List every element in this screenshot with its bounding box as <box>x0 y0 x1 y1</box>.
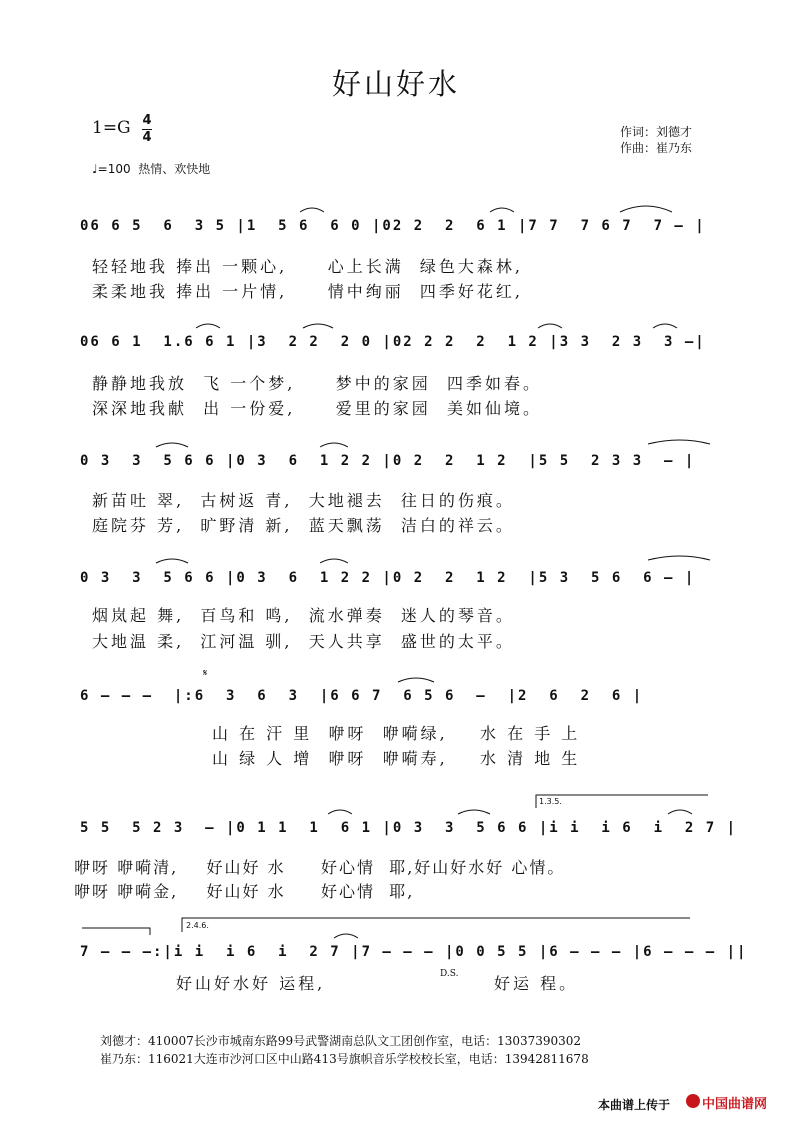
notation-line-3: 0 3 3 5 6 6 |0 3 6 1 2 2 |0 2 2 1 2 |5 5 2 3 3 – | <box>80 453 696 469</box>
segno-sign: 𝄋 <box>203 668 208 679</box>
logo-text: 中国曲谱网 <box>702 1097 768 1112</box>
logo-mark-icon <box>686 1094 700 1108</box>
footer-contact-2: 崔乃东：116021大连市沙河口区中山路413号旗帜音乐学校校长室，电话：13942811678 <box>100 1052 589 1066</box>
footer-contact-1: 刘德才：410007长沙市城南东路99号武警湖南总队文工团创作室，电话：13037390302 <box>100 1034 582 1048</box>
lyric-line-4a: 烟岚起 舞, 百鸟和 鸣, 流水弹奏 迷人的琴音。 <box>92 606 515 625</box>
notation-line-7: 7 – – –:|i i i 6 i 2 7 |7 – – – |0 0 5 5 |6 – – – |6 – – – || <box>80 944 748 960</box>
lyric-line-7b: 好运 程。 <box>494 974 579 993</box>
key-signature: 1=G <box>92 118 131 138</box>
notation-line-1: 06 6 5 6 3 5 |1 5 6 6 0 |02 2 2 6 1 |7 7 7 6 7 7 – | <box>80 218 706 234</box>
lyricist-credit: 作词：刘德才 <box>620 125 693 139</box>
volta-1-label: 1.3.5. <box>539 797 562 806</box>
lyric-line-5b: 山 绿 人 增 咿呀 咿嗬寿, 水 清 地 生 <box>212 749 581 768</box>
lyric-line-3a: 新苗吐 翠, 古树返 青, 大地褪去 往日的伤痕。 <box>92 491 515 510</box>
lyric-line-1a: 轻轻地我 捧出 一颗心, 心上长满 绿色大森林, <box>92 257 523 276</box>
tempo-marking: ♩=100 热情、欢快地 <box>92 162 211 176</box>
lyric-line-5a: 山 在 汗 里 咿呀 咿嗬绿, 水 在 手 上 <box>212 724 581 743</box>
notation-line-5: 6 – – – |:6 3 6 3 |6 6 7 6 5 6 – |2 6 2 6 | <box>80 688 644 704</box>
lyric-line-4b: 大地温 柔, 江河温 驯, 天人共享 盛世的太平。 <box>92 632 515 651</box>
lyric-line-7a: 好山好水好 运程, <box>176 974 326 993</box>
time-sig-top: 4 <box>142 113 152 128</box>
dal-segno-mark: D.S. <box>440 969 459 979</box>
lyric-line-2b: 深深地我献 出 一份爱, 爱里的家园 美如仙境。 <box>92 399 542 418</box>
upload-note: 本曲谱上传于 <box>598 1098 671 1112</box>
site-logo <box>686 1092 786 1112</box>
notation-line-6: 5 5 5 2 3 – |0 1 1 1 6 1 |0 3 3 5 6 6 |i i i 6 i 2 7 | <box>80 820 738 836</box>
time-sig-bottom: 4 <box>142 130 152 145</box>
lyric-line-6b: 咿呀 咿嗬金, 好山好 水 好心情 耶, <box>74 882 415 901</box>
volta-2-label: 2.4.6. <box>186 921 209 930</box>
notation-line-2: 06 6 1 1.6 6 1 |3 2 2 2 0 |02 2 2 2 1 2 |3 3 2 3 3 –| <box>80 334 706 350</box>
song-title: 好山好水 <box>331 67 460 101</box>
lyric-line-2a: 静静地我放 飞 一个梦, 梦中的家园 四季如春。 <box>92 374 542 393</box>
lyric-line-3b: 庭院芬 芳, 旷野清 新, 蓝天飘荡 洁白的祥云。 <box>92 516 515 535</box>
lyric-line-6a: 咿呀 咿嗬清, 好山好 水 好心情 耶,好山好水好 心情。 <box>74 858 566 877</box>
notation-line-4: 0 3 3 5 6 6 |0 3 6 1 2 2 |0 2 2 1 2 |5 3 5 6 6 – | <box>80 570 696 586</box>
composer-credit: 作曲：崔乃东 <box>620 141 693 155</box>
lyric-line-1b: 柔柔地我 捧出 一片情, 情中绚丽 四季好花红, <box>92 282 523 301</box>
